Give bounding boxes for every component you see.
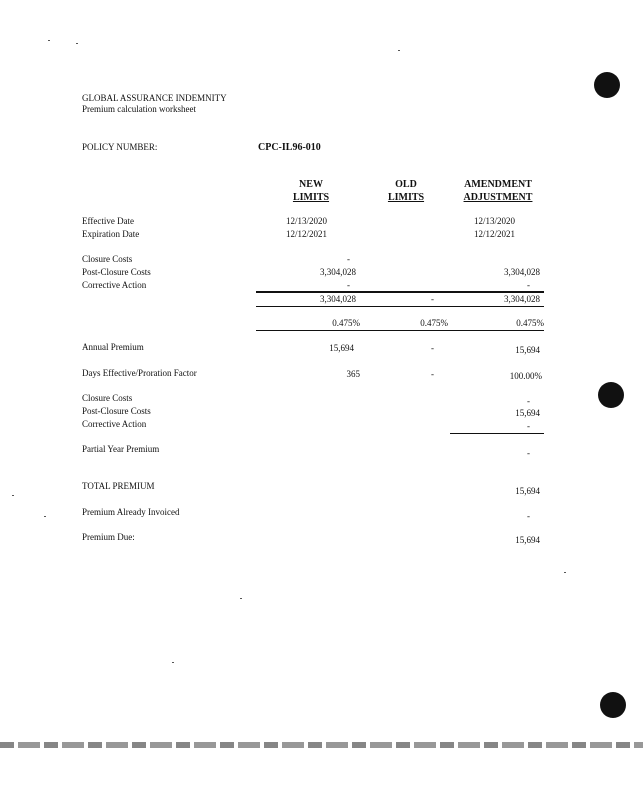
- column-header-new-line2: LIMITS: [292, 192, 330, 203]
- subtotal-old: -: [431, 294, 434, 304]
- scan-edge-artifact: [0, 742, 643, 748]
- corrective-action-amend: -: [527, 280, 530, 290]
- annual-premium-label: Annual Premium: [82, 342, 144, 352]
- post-closure-costs-amend: 3,304,028: [504, 267, 540, 277]
- post-closure-costs-new: 3,304,028: [320, 267, 356, 277]
- corrective-action-2-amend: -: [527, 421, 530, 431]
- scan-speck: [240, 598, 242, 599]
- rate-new: 0.475%: [332, 318, 360, 328]
- effective-date-new: 12/13/2020: [286, 216, 328, 226]
- subtotal-new: 3,304,028: [320, 294, 356, 304]
- post-closure-costs-label: Post-Closure Costs: [82, 267, 151, 277]
- effective-date-label: Effective Date: [82, 216, 135, 226]
- rate-rule-bottom: [256, 330, 544, 331]
- policy-number-value: CPC-IL96-010: [258, 142, 321, 153]
- premium-already-invoiced-amend: -: [527, 511, 530, 521]
- rate-rule-top: [256, 306, 544, 307]
- total-premium-amend: 15,694: [515, 486, 540, 496]
- column-header-old-limits: [376, 178, 436, 204]
- punch-hole-top: [594, 72, 620, 98]
- post-closure-costs-2-label: Post-Closure Costs: [82, 406, 151, 416]
- closure-costs-label: Closure Costs: [82, 254, 133, 264]
- scan-speck: [48, 40, 50, 41]
- partial-year-premium-label: Partial Year Premium: [82, 444, 160, 454]
- subtotal-rule: [256, 291, 544, 293]
- corrective-action-new: -: [347, 280, 350, 290]
- closure-costs-new: -: [347, 254, 350, 264]
- days-factor-label: Days Effective/Proration Factor: [82, 368, 197, 378]
- corrective-action-label: Corrective Action: [82, 280, 147, 290]
- punch-hole-middle: [598, 382, 624, 408]
- closure-costs-2-amend: -: [527, 396, 530, 406]
- annual-premium-new: 15,694: [329, 343, 354, 353]
- scan-speck: [172, 662, 174, 663]
- policy-number-label: POLICY NUMBER:: [82, 142, 158, 152]
- premium-due-amend: 15,694: [515, 535, 540, 545]
- column-header-amend-line1: AMENDMENT: [464, 179, 532, 190]
- column-header-old-line1: OLD: [395, 179, 417, 190]
- closure-costs-2-label: Closure Costs: [82, 393, 133, 403]
- column-header-amendment-adjustment: [448, 178, 548, 204]
- worksheet-subtitle: Premium calculation worksheet: [82, 104, 196, 114]
- partial-year-rule: [450, 433, 544, 434]
- expiration-date-label: Expiration Date: [82, 229, 140, 239]
- premium-due-label: Premium Due:: [82, 532, 135, 542]
- post-closure-costs-2-amend: 15,694: [515, 408, 540, 418]
- total-premium-label: TOTAL PREMIUM: [82, 481, 155, 491]
- subtotal-amend: 3,304,028: [504, 294, 540, 304]
- days-factor-new: 365: [346, 369, 360, 379]
- partial-year-premium-amend: -: [527, 448, 530, 458]
- scan-speck: [398, 50, 400, 51]
- column-header-new-limits: [276, 178, 346, 204]
- premium-already-invoiced-label: Premium Already Invoiced: [82, 507, 180, 517]
- column-header-old-line2: LIMITS: [387, 192, 425, 203]
- scan-speck: [76, 43, 78, 44]
- rate-amend: 0.475%: [516, 318, 544, 328]
- expiration-date-new: 12/12/2021: [286, 229, 328, 239]
- scan-speck: [564, 572, 566, 573]
- rate-old: 0.475%: [420, 318, 448, 328]
- expiration-date-amend: 12/12/2021: [474, 229, 516, 239]
- scan-speck: [12, 495, 14, 496]
- annual-premium-amend: 15,694: [515, 345, 540, 355]
- column-header-new-line1: NEW: [299, 179, 323, 190]
- company-name: GLOBAL ASSURANCE INDEMNITY: [82, 93, 227, 103]
- annual-premium-old: -: [431, 343, 434, 353]
- days-factor-amend: 100.00%: [509, 371, 542, 381]
- effective-date-amend: 12/13/2020: [474, 216, 516, 226]
- corrective-action-2-label: Corrective Action: [82, 419, 147, 429]
- column-header-amend-line2: ADJUSTMENT: [463, 192, 533, 203]
- punch-hole-bottom: [600, 692, 626, 718]
- scan-speck: [44, 516, 46, 517]
- days-factor-old: -: [431, 369, 434, 379]
